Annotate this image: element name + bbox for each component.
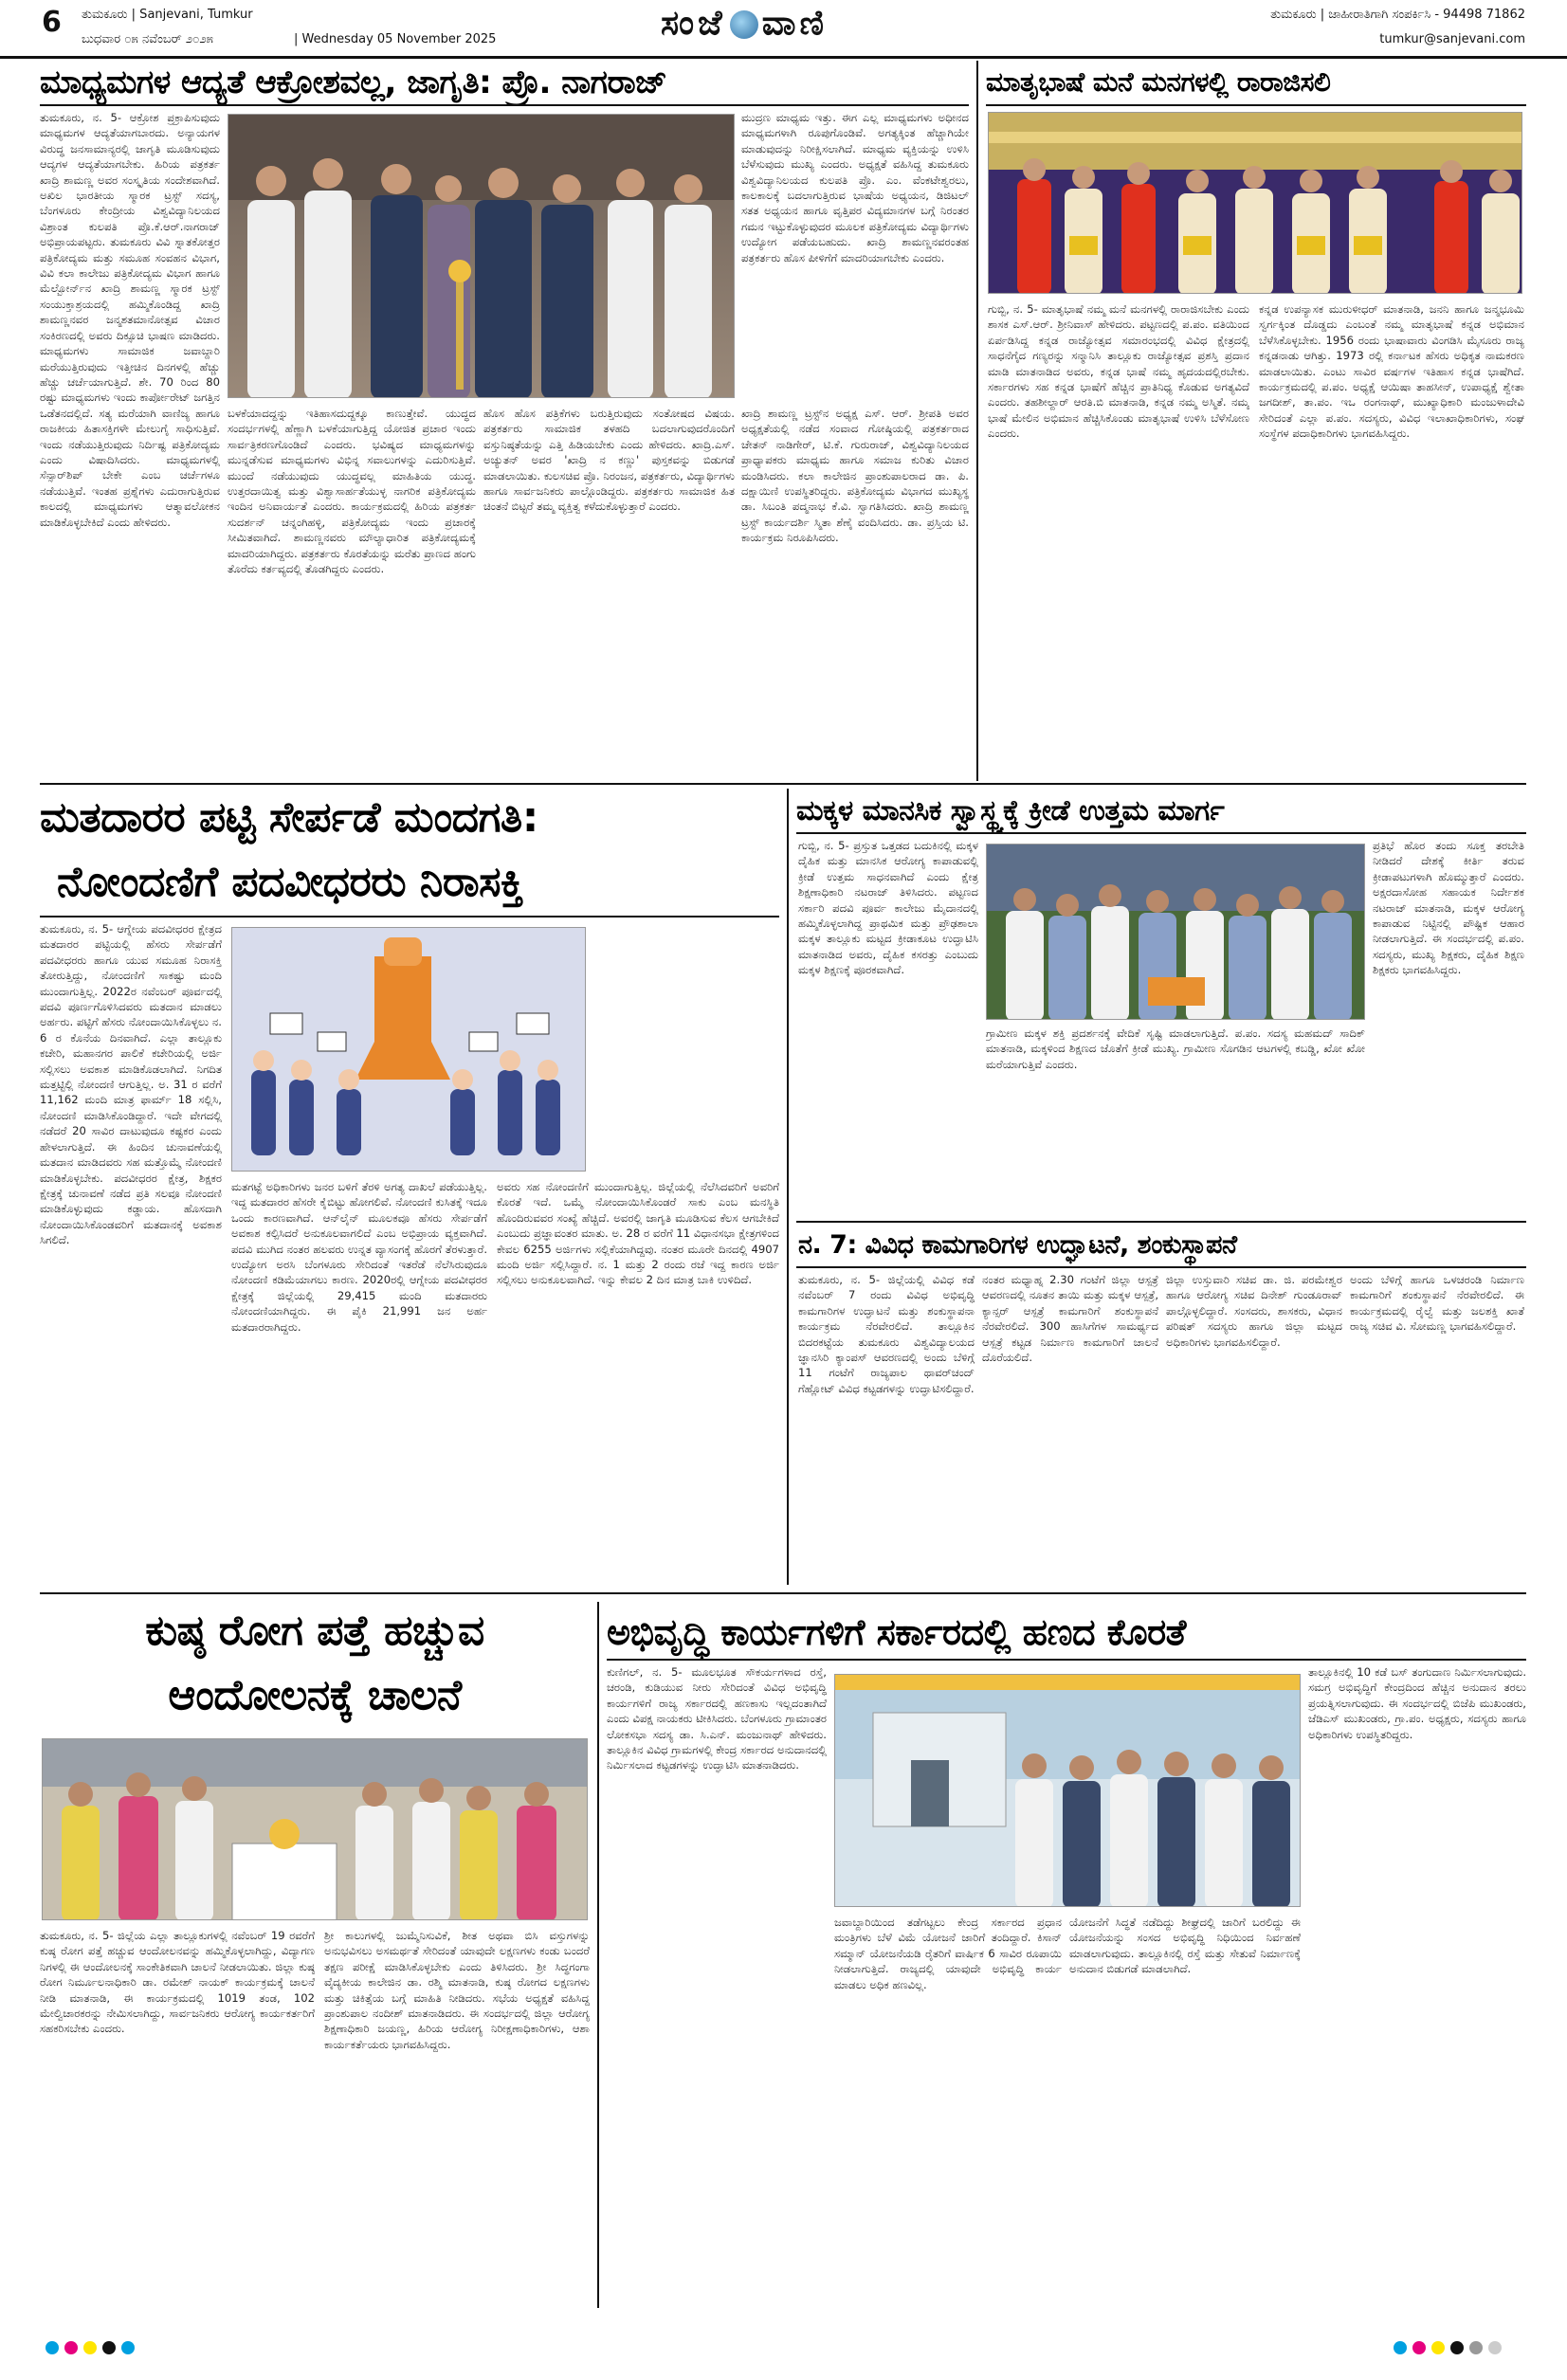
building-inauguration-photo bbox=[835, 1675, 1301, 1907]
article7-headline: ಅಭಿವೃದ್ಧಿ ಕಾರ್ಯಗಳಿಗೆ ಸರ್ಕಾರದಲ್ಲಿ ಹಣದ ಕೊರತೆ bbox=[607, 1611, 1186, 1653]
registration-dot-light-r bbox=[1488, 2341, 1502, 2354]
article5-top-rule bbox=[796, 1221, 1526, 1223]
article5-col3: ಜಿಲ್ಲಾ ಉಸ್ತುವಾರಿ ಸಚಿವ ಡಾ. ಜಿ. ಪರಮೇಶ್ವರ ಹಾಗೂ ಆರೋಗ್ಯ ಸಚಿವ ದಿನೇಶ್ ಗುಂಡೂರಾವ್ ಪಾಲ್ಗೊಳ್ಳಲಿದ್ದಾರೆ. ಸಂಸದರು, ಶಾಸಕರು, ವಿಧಾನ ಪರಿಷತ್ ಸದಸ್ಯರು ಹಾಗೂ ಜಿಲ್ಲಾ ಮಟ್ಟದ ಅಧಿಕಾರಿಗಳು ಭಾಗವಹಿಸಲಿದ್ದಾರೆ. bbox=[1166, 1273, 1342, 1349]
article4-photo bbox=[986, 844, 1365, 1020]
lamp-lighting-photo bbox=[228, 115, 735, 398]
article4-col2: ಗ್ರಾಮೀಣ ಮಕ್ಕಳ ಶಕ್ತಿ ಪ್ರದರ್ಶನಕ್ಕೆ ವೇದಿಕೆ ಸೃಷ್ಟಿ ಮಾಡಲಾಗುತ್ತಿದೆ. ಪ.ಪಂ. ಸದಸ್ಯ ಮಹಮದ್ ಸಾದಿಕ್ ಮಾತನಾಡಿ, ಮಕ್ಕಳಿಂದ ಶಿಕ್ಷಣದ ಜೊತೆಗೆ ಕ್ರೀಡೆ ಮುಖ್ಯ. ಗ್ರಾಮೀಣ ಸೊಗಡಿನ ಆಟಗಳಲ್ಲಿ ಕಬಡ್ಡಿ, ಖೋ ಖೋ ಮರೆಯಾಗುತ್ತಿವೆ ಎಂದರು. bbox=[986, 1026, 1365, 1071]
email-link[interactable]: tumkur@sanjevani.com bbox=[1379, 32, 1525, 46]
article2-col1: ಗುಬ್ಬಿ, ನ. 5- ಮಾತೃಭಾಷೆ ನಮ್ಮ ಮನೆ ಮನಗಳಲ್ಲಿ ರಾರಾಜಿಸಬೇಕು ಎಂದು ಶಾಸಕ ಎಸ್.ಆರ್. ಶ್ರೀನಿವಾಸ್ ಹೇಳಿದರು. ಪಟ್ಟಣದಲ್ಲಿ ಪ.ಪಂ. ವತಿಯಿಂದ ಏರ್ಪಡಿಸಿದ್ದ ಕನ್ನಡ ರಾಜ್ಯೋತ್ಸವ ಸಮಾರಂಭದಲ್ಲಿ ವಿವಿಧ ಕ್ಷೇತ್ರದಲ್ಲಿ ಸಾಧನೆಗೈದ ಗಣ್ಯರನ್ನು ಸನ್ಮಾನಿಸಿ ತಾಲ್ಲೂಕು ರಾಜ್ಯೋತ್ಸವ ಪ್ರಶಸ್ತಿ ಪ್ರದಾನ ಮಾಡಿ ಮಾತನಾಡಿದ ಅವರು, ಕನ್ನಡ ಭಾಷೆ ನಮ್ಮ ಹೃದಯದಲ್ಲಿರಬೇಕು. ಸರ್ಕಾರಗಳು ಸಹ ಕನ್ನಡ ಭಾಷೆಗೆ ಹೆಚ್ಚಿನ ಪ್ರಾತಿನಿಧ್ಯ ಕೊಡುವ ಅಗತ್ಯವಿದೆ ಎಂದರು. ತಹಶೀಲ್ದಾರ್ ಆರತಿ.ಬಿ ಮಾತನಾಡಿ, ಕನ್ನಡ ನಮ್ಮ ಅಸ್ಮಿತೆ. ನಮ್ಮ ಭಾಷೆ ಮೇಲಿನ ಅಭಿಮಾನ ಹೆಚ್ಚಿಸಿಕೊಂಡು ಮಾತೃಭಾಷೆ ಉಳಿಸಿ ಬೆಳೆಸೋಣ ಎಂದರು. bbox=[988, 302, 1249, 441]
article6-photo bbox=[42, 1738, 588, 1920]
registration-dot-cyan bbox=[46, 2341, 59, 2354]
registration-dot-black-r bbox=[1450, 2341, 1464, 2354]
page-header bbox=[0, 0, 1567, 59]
masthead-logo: ಸಂಜೆ ವಾಣಿ bbox=[660, 4, 828, 43]
article1-col4: ಹೊಸ ಹೊಸ ಪತ್ರಿಕೆಗಳು ಬರುತ್ತಿರುವುದು ಸಂತೋಷದ ವಿಷಯ. ಪತ್ರಕರ್ತರು ಸಾಮಾಜಿಕ ತಳಹದಿ ಬದಲಾಗುವುದರೊಂದಿಗೆ ವಸ್ತುನಿಷ್ಠತೆಯನ್ನು ಎತ್ತಿ ಹಿಡಿಯಬೇಕು ಎಂದು ಹೇಳಿದರು. ಖಾದ್ರಿ.ಎಸ್. ಅಚ್ಯುತನ್ ಅವರ 'ಖಾದ್ರಿ ನ ಕಣ್ಣು' ಪುಸ್ತಕವನ್ನು ಬಿಡುಗಡೆ ಮಾಡಲಾಯಿತು. ಕುಲಸಚಿವ ಪ್ರೊ. ನಿರಂಜನ, ಪತ್ರಕರ್ತರು, ವಿದ್ಯಾರ್ಥಿಗಳು ಹಾಗೂ ಸಾರ್ವಜನಿಕರು ಪಾಲ್ಗೊಂಡಿದ್ದರು. ಪತ್ರಕರ್ತರು ಸಾಮಾಜಿಕ ಹಿತ ಚಿಂತನೆ ಬಿಟ್ಟರೆ ತಮ್ಮ ವ್ಯಕ್ತಿತ್ವ ಕಳೆದುಕೊಳ್ಳುತ್ತಾರೆ ಎಂದರು. bbox=[483, 407, 735, 514]
article2-headline: ಮಾತೃಭಾಷೆ ಮನೆ ಮನಗಳಲ್ಲಿ ರಾರಾಜಿಸಲಿ bbox=[986, 66, 1331, 98]
row2-bottom-rule bbox=[40, 1592, 1526, 1594]
registration-dot-yellow bbox=[83, 2341, 97, 2354]
registration-dot-black bbox=[102, 2341, 116, 2354]
article2-photo bbox=[988, 112, 1522, 294]
registration-dot-cyan-2 bbox=[121, 2341, 135, 2354]
article7-col3: ಯೋಜನೆಗೆ ಸಿದ್ಧತೆ ನಡೆದಿದ್ದು ಶೀಘ್ರದಲ್ಲಿ ಜಾರಿಗೆ ಬರಲಿದ್ದು ಈ ಯೋಜನೆಯನ್ನು ಸಂಸದ ಅಭಿವೃದ್ಧಿ ನಿಧಿಯಿಂದ ನಿರ್ವಹಣೆ ಮಾಡಲಾಗುವುದು. ತಾಲ್ಲೂಕಿನಲ್ಲಿ ರಸ್ತೆ ಮತ್ತು ಸೇತುವೆ ನಿರ್ಮಾಣಕ್ಕೆ ಅನುದಾನ ಬಿಡುಗಡೆ ಮಾಡಲಾಗಿದೆ. bbox=[1069, 1916, 1301, 1976]
article5-rule bbox=[796, 1266, 1526, 1268]
registration-dot-gray-r bbox=[1469, 2341, 1483, 2354]
article5-col1: ತುಮಕೂರು, ನ. 5- ಜಿಲ್ಲೆಯಲ್ಲಿ ವಿವಿಧ ಕಡೆ ನವೆಂಬರ್ 7 ರಂದು ವಿವಿಧ ಅಭಿವೃದ್ಧಿ ಕಾಮಗಾರಿಗಳ ಉದ್ಘಾಟನೆ ಮತ್ತು ಶಂಕುಸ್ಥಾಪನಾ ಕಾರ್ಯಕ್ರಮ ನೆರವೇರಲಿದೆ. ತಾಲ್ಲೂಕಿನ ಬಿದರಕಟ್ಟೆಯ ತುಮಕೂರು ವಿಶ್ವವಿದ್ಯಾಲಯದ ಜ್ಞಾನಸಿರಿ ಕ್ಯಾಂಪಸ್ ಆವರಣದಲ್ಲಿ ಅಂದು ಬೆಳಿಗ್ಗೆ 11 ಗಂಟೆಗೆ ರಾಜ್ಯಪಾಲ ಥಾವರ್‌ಚಂದ್ ಗೆಹ್ಲೋಟ್ ವಿವಿಧ ಕಟ್ಟಡಗಳನ್ನು ಉದ್ಘಾಟಿಸಲಿದ್ದಾರೆ. bbox=[798, 1273, 975, 1395]
article3-headline-line2: ನೋಂದಣಿಗೆ ಪದವೀಧರರು ನಿರಾಸಕ್ತಿ bbox=[57, 858, 523, 906]
awareness-event-photo bbox=[43, 1739, 588, 1920]
page-number: 6 bbox=[42, 6, 62, 39]
ad-contact: ತುಮಕೂರು | ಜಾಹೀರಾತಿಗಾಗಿ ಸಂಪರ್ಕಿಸಿ - 94498 71862 bbox=[1270, 8, 1525, 22]
date-english: | Wednesday 05 November 2025 bbox=[294, 32, 497, 46]
article2-col2: ಕನ್ನಡ ಉಪನ್ಯಾಸಕ ಮುರುಳೀಧರ್ ಮಾತನಾಡಿ, ಜನನಿ ಹಾಗೂ ಜನ್ಮಭೂಮಿ ಸ್ವರ್ಗಕ್ಕಿಂತ ದೊಡ್ಡದು ಎಂಬಂತೆ ನಮ್ಮ ಮಾತೃಭಾಷೆ ಕನ್ನಡ ಅಭಿಮಾನ ಬೆಳೆಸಿಕೊಳ್ಳಬೇಕು. 1956 ರಂದು ಭಾಷಾವಾರು ವಿಂಗಡಿಸಿ ಮೈಸೂರು ರಾಜ್ಯ ಕನ್ನಡನಾಡು ಆಗಿತ್ತು. 1973 ರಲ್ಲಿ ಕರ್ನಾಟಕ ಹೆಸರು ಅಧಿಕೃತ ನಾಮಕರಣ ಮಾಡಲಾಯಿತು. ಎಂಟು ಸಾವಿರ ವರ್ಷಗಳ ಇತಿಹಾಸ ಕನ್ನಡ ಭಾಷೆಗಿದೆ. ಕಾರ್ಯಕ್ರಮದಲ್ಲಿ ಪ.ಪಂ. ಅಧ್ಯಕ್ಷೆ ಆಯಿಷಾ ತಾಹಸೀನ್, ಉಪಾಧ್ಯಕ್ಷೆ ಶ್ವೇತಾ ಜಗದೀಶ್, ತಾ.ಪಂ. ಇಒ ರಂಗನಾಥ್, ಮುಖ್ಯಾಧಿಕಾರಿ ಮಂಜುಳಾದೇವಿ ಸೇರಿದಂತೆ ಎಲ್ಲಾ ಪ.ಪಂ. ಸದಸ್ಯರು, ವಿವಿಧ ಇಲಾಖಾಧಿಕಾರಿಗಳು, ಸಂಘ ಸಂಸ್ಥೆಗಳ ಪದಾಧಿಕಾರಿಗಳು ಭಾಗವಹಿಸಿದ್ದರು. bbox=[1259, 302, 1524, 441]
article4-rule bbox=[796, 832, 1526, 834]
article5-col4: ಅಂದು ಬೆಳಿಗ್ಗೆ ಹಾಗೂ ಒಳಚರಂಡಿ ನಿರ್ಮಾಣ ಕಾಮಗಾರಿಗೆ ಶಂಕುಸ್ಥಾಪನೆ ನೆರವೇರಲಿದೆ. ಈ ಕಾರ್ಯಕ್ರಮದಲ್ಲಿ ರೈಲ್ವೆ ಮತ್ತು ಜಲಶಕ್ತಿ ಖಾತೆ ರಾಜ್ಯ ಸಚಿವ ವಿ. ಸೋಮಣ್ಣ ಭಾಗವಹಿಸಲಿದ್ದಾರೆ. bbox=[1350, 1273, 1524, 1334]
divider-a6-a7 bbox=[597, 1602, 599, 2308]
article7-col1: ಕುಣಿಗಲ್, ನ. 5- ಮೂಲಭೂತ ಸೌಕರ್ಯಗಳಾದ ರಸ್ತೆ, ಚರಂಡಿ, ಕುಡಿಯುವ ನೀರು ಸೇರಿದಂತೆ ವಿವಿಧ ಅಭಿವೃದ್ಧಿ ಕಾರ್ಯಗಳಿಗೆ ರಾಜ್ಯ ಸರ್ಕಾರದಲ್ಲಿ ಹಣಕಾಸು ಇಲ್ಲದಂತಾಗಿದೆ ಎಂದು ವಿಪಕ್ಷ ನಾಯಕರು ಟೀಕಿಸಿದರು. ಬೆಂಗಳೂರು ಗ್ರಾಮಾಂತರ ಲೋಕಸಭಾ ಸದಸ್ಯ ಡಾ. ಸಿ.ಎನ್. ಮಂಜುನಾಥ್ ಹೇಳಿದರು. ತಾಲ್ಲೂಕಿನ ವಿವಿಧ ಗ್ರಾಮಗಳಲ್ಲಿ ಕೇಂದ್ರ ಸರ್ಕಾರದ ಅನುದಾನದಲ್ಲಿ ನಿರ್ಮಿಸಲಾದ ಕಟ್ಟಡಗಳನ್ನು ಉದ್ಘಾಟಿಸಿ ಮಾತನಾಡಿದರು. bbox=[607, 1665, 827, 1772]
article7-photo bbox=[834, 1674, 1301, 1907]
article3-col3: ಅವರು ಸಹ ನೋಂದಣಿಗೆ ಮುಂದಾಗುತ್ತಿಲ್ಲ. ಜಿಲ್ಲೆಯಲ್ಲಿ ನೆಲೆಸಿದವರಿಗೆ ಅವರಿಗೆ ಕೊರತೆ ಇದೆ. ಒಮ್ಮೆ ನೋಂದಾಯಿಸಿಕೊಂಡರೆ ಸಾಕು ಎಂಬ ಮನಸ್ಥಿತಿ ಹೊಂದಿರುವವರ ಸಂಖ್ಯೆ ಹೆಚ್ಚಿದೆ. ಅವರಲ್ಲಿ ಜಾಗೃತಿ ಮೂಡಿಸುವ ಕೆಲಸ ಆಗಬೇಕಿದೆ ಎಂಬುದು ಪ್ರಜ್ಞಾವಂತರ ಮಾತು. ಅ. 28 ರ ವರೆಗೆ 11 ವಿಧಾನಸಭಾ ಕ್ಷೇತ್ರಗಳಿಂದ ಕೇವಲ 6255 ಅರ್ಜಿಗಳು ಸಲ್ಲಿಕೆಯಾಗಿದ್ದವು. ನಂತರ ಮೂರೇ ದಿನದಲ್ಲಿ 4907 ಮಂದಿ ಅರ್ಜಿ ಸಲ್ಲಿಸಿದ್ದಾರೆ. ನ. 1 ಮತ್ತು 2 ರಂದು ರಜೆ ಇದ್ದ ಕಾರಣ ಅರ್ಜಿ ಸಲ್ಲಿಸಲು ಅನುಕೂಲವಾಗಿದೆ. ಇನ್ನು ಕೇವಲ 2 ದಿನ ಮಾತ್ರ ಬಾಕಿ ಉಳಿದಿದೆ. bbox=[497, 1180, 779, 1287]
registration-dot-cyan-r bbox=[1394, 2341, 1407, 2354]
article7-col2: ಜವಾಬ್ದಾರಿಯಿಂದ ತಡೆಗಟ್ಟಲು ಕೇಂದ್ರ ಸರ್ಕಾರದ ಪ್ರಧಾನ ಮಂತ್ರಿಗಳು ಬೆಳೆ ವಿಮೆ ಯೋಜನೆ ಜಾರಿಗೆ ತಂದಿದ್ದಾರೆ. ಕಿಸಾನ್ ಸಮ್ಮಾನ್ ಯೋಜನೆಯಡಿ ರೈತರಿಗೆ ವಾರ್ಷಿಕ 6 ಸಾವಿರ ರೂಪಾಯಿ ನೀಡಲಾಗುತ್ತಿದೆ. ರಾಜ್ಯದಲ್ಲಿ ಯಾವುದೇ ಅಭಿವೃದ್ಧಿ ಕಾರ್ಯ ಮಾಡಲು ಅಧಿಕ ಹಣವಿಲ್ಲ. bbox=[834, 1916, 1062, 1991]
date-kannada: ಬುಧವಾರ ೦೫ ನವೆಂಬರ್ ೨೦೨೫ bbox=[82, 32, 213, 46]
row1-bottom-rule bbox=[40, 783, 1526, 785]
article1-photo bbox=[228, 114, 735, 398]
article2-rule bbox=[986, 104, 1526, 106]
article6-headline-line2: ಆಂದೋಲನಕ್ಕೆ ಚಾಲನೆ bbox=[168, 1671, 462, 1719]
article5-col2: ನಂತರ ಮಧ್ಯಾಹ್ನ 2.30 ಗಂಟೆಗೆ ಜಿಲ್ಲಾ ಆಸ್ಪತ್ರೆ ಆವರಣದಲ್ಲಿ ನೂತನ ತಾಯಿ ಮತ್ತು ಮಕ್ಕಳ ಆಸ್ಪತ್ರೆ, ಕ್ಯಾನ್ಸರ್ ಆಸ್ಪತ್ರೆ ಕಾಮಗಾರಿಗೆ ಶಂಕುಸ್ಥಾಪನೆ ನೆರವೇರಲಿದೆ. 300 ಹಾಸಿಗೆಗಳ ಸಾಮರ್ಥ್ಯದ ಆಸ್ಪತ್ರೆ ಕಟ್ಟಡ ನಿರ್ಮಾಣ ಕಾಮಗಾರಿಗೆ ಚಾಲನೆ ದೊರೆಯಲಿದೆ. bbox=[982, 1273, 1158, 1365]
article4-col3: ಪ್ರತಿಭೆ ಹೊರ ತಂದು ಸೂಕ್ತ ತರಬೇತಿ ನೀಡಿದರೆ ದೇಶಕ್ಕೆ ಕೀರ್ತಿ ತರುವ ಕ್ರೀಡಾಪಟುಗಳಾಗಿ ಹೊಮ್ಮುತ್ತಾರೆ ಎಂದರು. ಅಕ್ಷರದಾಸೋಹ ಸಹಾಯಕ ನಿರ್ದೇಶಕ ನಟರಾಜ್ ಮಾತನಾಡಿ, ಮಕ್ಕಳ ಆರೋಗ್ಯ ಕಾಪಾಡುವ ನಿಟ್ಟಿನಲ್ಲಿ ಪೌಷ್ಟಿಕ ಆಹಾರ ನೀಡಲಾಗುತ್ತಿದೆ. ಈ ಸಂದರ್ಭದಲ್ಲಿ ಪ.ಪಂ. ಸದಸ್ಯರು, ಮುಖ್ಯ ಶಿಕ್ಷಕರು, ದೈಹಿಕ ಶಿಕ್ಷಣ ಶಿಕ್ಷಕರು ಭಾಗವಹಿಸಿದ್ದರು. bbox=[1373, 839, 1524, 977]
registration-dot-yellow-r bbox=[1431, 2341, 1445, 2354]
registration-dot-magenta-r bbox=[1412, 2341, 1426, 2354]
article7-col4: ತಾಲ್ಲೂಕಿನಲ್ಲಿ 10 ಕಡೆ ಬಸ್ ತಂಗುದಾಣ ನಿರ್ಮಿಸಲಾಗುವುದು. ಸಮಗ್ರ ಅಭಿವೃದ್ಧಿಗೆ ಕೇಂದ್ರದಿಂದ ಹೆಚ್ಚಿನ ಅನುದಾನ ತರಲು ಪ್ರಯತ್ನಿಸಲಾಗುವುದು. ಈ ಸಂದರ್ಭದಲ್ಲಿ ಬಿಜೆಪಿ ಮುಖಂಡರು, ಜೆಡಿಎಸ್ ಮುಖಂಡರು, ಗ್ರಾ.ಪಂ. ಅಧ್ಯಕ್ಷರು, ಸದಸ್ಯರು ಹಾಗೂ ಅಧಿಕಾರಿಗಳು ಉಪಸ್ಥಿತರಿದ್ದರು. bbox=[1308, 1665, 1526, 1741]
article6-col2: ಶ್ರೀ ಕಾಲುಗಳಲ್ಲಿ ಜುಮ್ಮೆನಿಸುವಿಕೆ, ಶೀತ ಅಥವಾ ಬಿಸಿ ವಸ್ತುಗಳನ್ನು ಅನುಭವಿಸಲು ಅಸಮರ್ಥತೆ ಸೇರಿದಂತೆ ಯಾವುದೇ ಲಕ್ಷಣಗಳು ಕಂಡು ಬಂದರೆ ತಕ್ಷಣ ಪರೀಕ್ಷೆ ಮಾಡಿಸಿಕೊಳ್ಳಬೇಕು ಎಂದು ತಿಳಿಸಿದರು. ಶ್ರೀ ಸಿದ್ಧಗಂಗಾ ವೈದ್ಯಕೀಯ ಕಾಲೇಜಿನ ಡಾ. ರಶ್ಮಿ ಮಾತನಾಡಿ, ಕುಷ್ಠ ರೋಗದ ಲಕ್ಷಣಗಳು ಮತ್ತು ಚಿಕಿತ್ಸೆಯ ಬಗ್ಗೆ ಮಾಹಿತಿ ನೀಡಿದರು. ಸಭೆಯ ಅಧ್ಯಕ್ಷತೆ ವಹಿಸಿದ್ದ ಪ್ರಾಂಶುಪಾಲ ನಂದೀಶ್ ಮಾತನಾಡಿದರು. ಈ ಸಂದರ್ಭದಲ್ಲಿ ಜಿಲ್ಲಾ ಆರೋಗ್ಯ ಶಿಕ್ಷಣಾಧಿಕಾರಿ ಜಯಣ್ಣ, ಹಿರಿಯ ಆರೋಗ್ಯ ನಿರೀಕ್ಷಣಾಧಿಕಾರಿಗಳು, ಆಶಾ ಕಾರ್ಯಕರ್ತೆಯರು ಭಾಗವಹಿಸಿದ್ದರು. bbox=[324, 1929, 590, 2051]
registration-dot-magenta bbox=[64, 2341, 78, 2354]
article3-illustration bbox=[231, 927, 586, 1172]
article6-col1: ತುಮಕೂರು, ನ. 5- ಜಿಲ್ಲೆಯ ಎಲ್ಲಾ ತಾಲ್ಲೂಕುಗಳಲ್ಲಿ ನವೆಂಬರ್ 19 ರವರೆಗೆ ಕುಷ್ಠ ರೋಗ ಪತ್ತೆ ಹಚ್ಚುವ ಆಂದೋಲನವನ್ನು ಹಮ್ಮಿಕೊಳ್ಳಲಾಗಿದ್ದು, ವಿದ್ಯಾಗಣ ನಿಗಳಲ್ಲಿ ಈ ಆಂದೋಲನಕ್ಕೆ ಸಾಂಕೇತಿಕವಾಗಿ ಚಾಲನೆ ನೀಡಲಾಯಿತು. ಜಿಲ್ಲಾ ಕುಷ್ಠ ರೋಗ ನಿರ್ಮೂಲನಾಧಿಕಾರಿ ಡಾ. ರಮೇಶ್ ನಾಯಕ್ ಕಾರ್ಯಕ್ರಮಕ್ಕೆ ಚಾಲನೆ ನೀಡಿ ಮಾತನಾಡಿ, ಈ ಕಾರ್ಯಕ್ರಮದಲ್ಲಿ 1019 ತಂಡ, 102 ಮೇಲ್ವಿಚಾರಕರನ್ನು ನೇಮಿಸಲಾಗಿದ್ದು, ಸಾರ್ವಜನಿಕರು ಆರೋಗ್ಯ ಕಾರ್ಯಕರ್ತರಿಗೆ ಸಹಕರಿಸಬೇಕು ಎಂದರು. bbox=[40, 1929, 315, 2036]
article1-col2: ಮುದ್ರಣ ಮಾಧ್ಯಮ ಇತ್ತು. ಈಗ ಎಲ್ಲ ಮಾಧ್ಯಮಗಳು ಅಧೀನದ ಮಾಧ್ಯಮಗಳಾಗಿ ರೂಪುಗೊಂಡಿವೆ. ಅಗತ್ಯಕ್ಕಿಂತ ಹೆಚ್ಚಾಗಿಯೇ ಮಾಡುವುದನ್ನು ನಿರೀಕ್ಷಿಸಲಾಗಿದೆ. ಮಾಧ್ಯಮ ವ್ಯಕ್ತಿಯನ್ನು ಉಳಿಸಿ ಬೆಳೆಸುವುದು ಮುಖ್ಯ ಎಂದರು. ಅಧ್ಯಕ್ಷತೆ ವಹಿಸಿದ್ದ ತುಮಕೂರು ವಿಶ್ವವಿದ್ಯಾನಿಲಯದ ಕುಲಪತಿ ಪ್ರೊ. ಎಂ. ವೆಂಕಟೇಶ್ವರಲು, ಕಾಲಕಾಲಕ್ಕೆ ಬದಲಾಗುತ್ತಿರುವ ಭಾಷೆಯ ಅಧ್ಯಯನ, ಡಿಜಿಟಲ್ ಸತತ ಅಧ್ಯಯನ ಹಾಗೂ ವೃತ್ತಿಪರ ವಿದ್ಯಮಾನಗಳ ಬಗ್ಗೆ ನಿರಂತರ ಗಮನ ಇಟ್ಟುಕೊಳ್ಳುವುದರ ಮೂಲಕ ಪತ್ರಿಕೋದ್ಯಮ ವಿದ್ಯಾರ್ಥಿಗಳು ಉದ್ಯೋಗ ಪಡೆಯಬಹುದು. ಖಾದ್ರಿ ಶಾಮಣ್ಣನವರಂತಹ ಪತ್ರಕರ್ತರು ಹೊಸ ಪೀಳಿಗೆಗೆ ಮಾದರಿಯಾಗಬೇಕು ಎಂದರು. bbox=[741, 111, 969, 264]
article3-col2: ಮತಗಟ್ಟೆ ಅಧಿಕಾರಿಗಳು ಜನರ ಬಳಿಗೆ ತೆರಳಿ ಅಗತ್ಯ ದಾಖಲೆ ಪಡೆಯುತ್ತಿಲ್ಲ. ಇದ್ದ ಮತದಾರರ ಹೆಸರೇ ಕೈಬಿಟ್ಟು ಹೋಗಲಿವೆ. ನೋಂದಣಿ ಕುಸಿತಕ್ಕೆ ಇದೂ ಒಂದು ಕಾರಣವಾಗಿದೆ. ಆನ್‌ಲೈನ್ ಮೂಲಕವೂ ಹೆಸರು ಸೇರ್ಪಡೆಗೆ ಅವಕಾಶ ಕಲ್ಪಿಸಿದರೆ ಅನುಕೂಲವಾಗಲಿದೆ ಎಂಬ ಅಭಿಪ್ರಾಯ ವ್ಯಕ್ತವಾಗಿದೆ. ಪದವಿ ಮುಗಿದ ನಂತರ ಹಲವರು ಉನ್ನತ ವ್ಯಾಸಂಗಕ್ಕೆ ಹೊರಗೆ ತೆರಳುತ್ತಾರೆ. ಉದ್ಯೋಗ ಅರಸಿ ಬೆಂಗಳೂರು ಸೇರಿದಂತೆ ಇತರೆಡೆ ನೆಲೆಸಿರುವುದೂ ನೋಂದಣಿ ಕಡಿಮೆಯಾಗಲು ಕಾರಣ. 2020ರಲ್ಲಿ ಆಗ್ನೇಯ ಪದವೀಧರರ ಕ್ಷೇತ್ರಕ್ಕೆ ಜಿಲ್ಲೆಯಲ್ಲಿ 29,415 ಮಂದಿ ಮತದಾರರು ನೋಂದಣಿಯಾಗಿದ್ದರು. ಈ ಪೈಕಿ 21,991 ಜನ ಅರ್ಹ ಮತದಾರರಾಗಿದ್ದರು. bbox=[231, 1180, 487, 1334]
divider-a3-a4 bbox=[787, 789, 789, 1585]
article7-rule bbox=[607, 1659, 1526, 1661]
article1-headline: ಮಾಧ್ಯಮಗಳ ಆದ್ಯತೆ ಆಕ್ರೋಶವಲ್ಲ, ಜಾಗೃತಿ: ಪ್ರೊ. ನಾಗರಾಜ್ bbox=[40, 64, 667, 101]
article4-col1: ಗುಬ್ಬಿ, ನ. 5- ಪ್ರಸ್ತುತ ಒತ್ತಡದ ಬದುಕಿನಲ್ಲಿ ಮಕ್ಕಳ ದೈಹಿಕ ಮತ್ತು ಮಾನಸಿಕ ಆರೋಗ್ಯ ಕಾಪಾಡುವಲ್ಲಿ ಕ್ರೀಡೆ ಉತ್ತಮ ಸಾಧನವಾಗಿದೆ ಎಂದು ಕ್ಷೇತ್ರ ಶಿಕ್ಷಣಾಧಿಕಾರಿ ನಟರಾಜ್ ತಿಳಿಸಿದರು. ಪಟ್ಟಣದ ಸರ್ಕಾರಿ ಪದವಿ ಪೂರ್ವ ಕಾಲೇಜು ಮೈದಾನದಲ್ಲಿ ಹಮ್ಮಿಕೊಳ್ಳಲಾಗಿದ್ದ ಪ್ರಾಥಮಿಕ ಮತ್ತು ಪ್ರೌಢಶಾಲಾ ಮಕ್ಕಳ ತಾಲ್ಲೂಕು ಮಟ್ಟದ ಕ್ರೀಡಾಕೂಟ ಉದ್ಘಾಟಿಸಿ ಮಾತನಾಡಿದ ಅವರು, ದೈಹಿಕ ಕಸರತ್ತು ಎಂಬುದು ಮಕ್ಕಳ ಶಿಕ್ಷಣಕ್ಕೆ ಪೂರಕವಾಗಿದೆ. bbox=[798, 839, 978, 977]
divider-a1-a2 bbox=[976, 61, 978, 781]
globe-icon bbox=[730, 10, 758, 39]
voting-illustration bbox=[232, 928, 586, 1172]
article1-col5: ಖಾದ್ರಿ ಶಾಮಣ್ಣ ಟ್ರಸ್ಟ್‌ನ ಅಧ್ಯಕ್ಷ ಎಸ್. ಆರ್. ಶ್ರೀಪತಿ ಅವರ ಅಧ್ಯಕ್ಷತೆಯಲ್ಲಿ ನಡೆದ ಸಂವಾದ ಗೋಷ್ಠಿಯಲ್ಲಿ ಪತ್ರಕರ್ತರಾದ ಚೇತನ್ ನಾಡಿಗೇರ್, ಟಿ.ಕೆ. ಗುರುರಾಜ್, ವಿಶ್ವವಿದ್ಯಾನಿಲಯದ ಪ್ರಾಧ್ಯಾಪಕರು ಮಾಧ್ಯಮ ಹಾಗೂ ಸಮಾಜ ಕುರಿತು ವಿಚಾರ ಮಂಡಿಸಿದರು. ಕಲಾ ಕಾಲೇಜಿನ ಪ್ರಾಂಶುಪಾಲರಾದ ಡಾ. ಪಿ. ದಕ್ಷಾಯಿಣಿ ಉಪಸ್ಥಿತರಿದ್ದರು. ಪತ್ರಿಕೋದ್ಯಮ ವಿಭಾಗದ ಮುಖ್ಯಸ್ಥ ಡಾ. ಸಿಬಂತಿ ಪದ್ಮನಾಭ ಕೆ.ವಿ. ಸ್ವಾಗತಿಸಿದರು. ಖಾದ್ರಿ ಶಾಮಣ್ಣ ಟ್ರಸ್ಟ್ ಕಾರ್ಯದರ್ಶಿ ಸ್ಮಿತಾ ಶೆಣೈ ವಂದಿಸಿದರು. ಡಾ. ಪ್ರಸ್ತಿಯ ಟಿ. ಕಾರ್ಯಕ್ರಮ ನಿರೂಪಿಸಿದರು. bbox=[741, 407, 969, 545]
article1-col1: ತುಮಕೂರು, ನ. 5- ಆಕ್ರೋಶ ಪ್ರಕ್ರಾಪಿಸುವುದು ಮಾಧ್ಯಮಗಳ ಆದ್ಯತೆಯಾಗಬಾರದು. ಅನ್ಯಾಯಗಳ ವಿರುದ್ಧ ಜನಸಾಮಾನ್ಯರಲ್ಲಿ ಜಾಗೃತಿ ಮೂಡಿಸುವುದು ಆದ್ಯಗಳ ಆದ್ಯತೆಯಾಗಬೇಕು. ಹಿರಿಯ ಪತ್ರಕರ್ತ ಖಾದ್ರಿ ಶಾಮಣ್ಣ ಅವರ ಸಂಸ್ಕೃತಿಯ ಸಂದೇಶವಾಗಿದೆ. ಅಖಿಲ ಭಾರತೀಯ ಸ್ಮಾರಕ ಟ್ರಸ್ಟ್ ಸದಸ್ಯ, ಬೆಂಗಳೂರು ಕೇಂದ್ರೀಯ ವಿಶ್ವವಿದ್ಯಾನಿಲಯದ ವಿಶ್ರಾಂತ ಕುಲಪತಿ ಪ್ರೊ.ಕೆ.ಆರ್.ನಾಗರಾಜ್ ಅಭಿಪ್ರಾಯಪಟ್ಟರು. ತುಮಕೂರು ವಿವಿ ಸ್ನಾತಕೋತ್ತರ ಪತ್ರಿಕೋದ್ಯಮ ಮತ್ತು ಸಮೂಹ ಸಂವಹನ ವಿಭಾಗ, ವಿವಿ ಕಲಾ ಕಾಲೇಜು ಪತ್ರಿಕೋದ್ಯಮ ವಿಭಾಗ ಹಾಗೂ ಮೆಲ್ಬೋರ್ನ್‌ನ ಖಾದ್ರಿ ಶಾಮಣ್ಣ ಸ್ಮಾರಕ ಟ್ರಸ್ಟ್ ಸಂಯುಕ್ತಾಶ್ರಯದಲ್ಲಿ ಹಮ್ಮಿಕೊಂಡಿದ್ದ ಖಾದ್ರಿ ಶಾಮಣ್ಣನವರ ಜನ್ಮಶತಮಾನೋತ್ಸವ ವಿಚಾರ ಸಂಕಿರಣದಲ್ಲಿ ಅವರು ದಿಕ್ಸೂಚಿ ಭಾಷಣ ಮಾಡಿದರು. ಮಾಧ್ಯಮಗಳು ಸಾಮಾಜಿಕ ಜವಾಬ್ದಾರಿ ಮರೆಯುತ್ತಿರುವುದು ಇತ್ತೀಚಿನ ದಿನಗಳಲ್ಲಿ ಹೆಚ್ಚು ಹೆಚ್ಚು ಚರ್ಚೆಯಾಗುತ್ತಿದೆ. ಶೇ. 70 ರಿಂದ 80 ರಷ್ಟು ಮಾಧ್ಯಮಗಳು ಇಂದು ಕಾರ್ಪೋರೇಟ್ ಜಗತ್ತಿನ ಒಡೆತನದಲ್ಲಿದೆ. ಸತ್ಯ ಮರೆಯಾಗಿ ವಾಣಿಜ್ಯ ಹಾಗೂ ರಾಜಕೀಯ ಹಿತಾಸಕ್ತಿಗಳೇ ಮೇಲುಗೈ ಸಾಧಿಸುತ್ತಿವೆ. ಇಂದು ನಡೆಯುತ್ತಿರುವುದು ನಿರ್ದಿಷ್ಟ ಪತ್ರಿಕೋದ್ಯಮ ಎಂದು ವಿಷಾದಿಸಿದರು. ಮಾಧ್ಯಮಗಳಲ್ಲಿ ಸೆನ್ಸಾರ್‌ಶಿಪ್ ಬೇಕೇ ಎಂಬ ಚರ್ಚೆಗಳೂ ನಡೆಯುತ್ತಿವೆ. ಇಂತಹ ಪ್ರಶ್ನೆಗಳು ಎದುರಾಗುತ್ತಿರುವ ಕಾಲದಲ್ಲಿ ಮಾಧ್ಯಮಗಳು ಆತ್ಮಾವಲೋಕನ ಮಾಡಿಕೊಳ್ಳಬೇಕಿದೆ ಎಂದು ಹೇಳಿದರು. bbox=[40, 111, 220, 529]
article3-rule bbox=[40, 916, 779, 917]
article3-headline-line1: ಮತದಾರರ ಪಟ್ಟಿ ಸೇರ್ಪಡೆ ಮಂದಗತಿ: bbox=[40, 793, 538, 842]
sports-inauguration-photo bbox=[987, 845, 1365, 1020]
article5-headline: ನ. 7: ವಿವಿಧ ಕಾಮಗಾರಿಗಳ ಉದ್ಘಾಟನೆ, ಶಂಕುಸ್ಥಾಪನೆ bbox=[798, 1230, 1237, 1260]
article4-headline: ಮಕ್ಕಳ ಮಾನಸಿಕ ಸ್ವಾಸ್ಥ್ಯಕ್ಕೆ ಕ್ರೀಡೆ ಉತ್ತಮ ಮಾರ್ಗ bbox=[796, 794, 1225, 827]
article1-rule bbox=[40, 104, 969, 106]
article3-col1: ತುಮಕೂರು, ನ. 5- ಆಗ್ನೇಯ ಪದವೀಧರರ ಕ್ಷೇತ್ರದ ಮತದಾರರ ಪಟ್ಟಿಯಲ್ಲಿ ಹೆಸರು ಸೇರ್ಪಡೆಗೆ ಪದವೀಧರರು ಹಾಗೂ ಯುವ ಸಮೂಹ ನಿರಾಸಕ್ತಿ ತೋರುತ್ತಿದ್ದು, ನೋಂದಣಿಗೆ ಸಾಕಷ್ಟು ಮಂದಿ ಮುಂದಾಗುತ್ತಿಲ್ಲ. 2022ರ ನವೆಂಬರ್ ಪೂರ್ವದಲ್ಲಿ ಪದವಿ ಪೂರ್ಣಗೊಳಿಸಿದವರು ಮತದಾನ ಮಾಡಲು ಅರ್ಹರು. ಪಟ್ಟಿಗೆ ಹೆಸರು ನೋಂದಾಯಿಸಿಕೊಳ್ಳಲು ನ. 6 ರ ಕೊನೆಯ ದಿನವಾಗಿದೆ. ಎಲ್ಲಾ ತಾಲ್ಲೂಕು ಕಚೇರಿ, ಮಹಾನಗರ ಪಾಲಿಕೆ ಕಚೇರಿಯಲ್ಲಿ ಅರ್ಜಿ ಸಲ್ಲಿಸಲು ಅವಕಾಶ ಮಾಡಿಕೊಡಲಾಗಿದೆ. ನಿಗದಿತ ಮತ್ತಟ್ಟಿಲ್ಲಿ ನೋಂದಣಿ ಆಗುತ್ತಿಲ್ಲ. ಅ. 31 ರ ವರೆಗೆ 11,162 ಮಂದಿ ಮಾತ್ರ ಫಾರ್ಮ್ 18 ಸಲ್ಲಿಸಿ, ನೋಂದಣಿ ಮಾಡಿಸಿಕೊಂಡಿದ್ದಾರೆ. ಇದೇ ವೇಗದಲ್ಲಿ ನಡೆದರೆ 20 ಸಾವಿರ ದಾಟುವುದೂ ಕಷ್ಟಕರ ಎಂದು ಹೇಳಲಾಗುತ್ತಿದೆ. ಈ ಹಿಂದಿನ ಚುನಾವಣೆಯಲ್ಲಿ ಮತದಾನ ಮಾಡಿದವರು ಸಹ ಮತ್ತೊಮ್ಮೆ ನೋಂದಣಿ ಮಾಡಿಕೊಳ್ಳಬೇಕು. ಪದವೀಧರರ ಕ್ಷೇತ್ರ, ಶಿಕ್ಷಕರ ಕ್ಷೇತ್ರಕ್ಕೆ ಚುನಾವಣೆ ನಡೆದ ಪ್ರತಿ ಸಲವೂ ನೋಂದಣಿ ಮಾಡಿಕೊಳ್ಳುವುದು ಕಡ್ಡಾಯ. ಹೊಸದಾಗಿ ನೋಂದಾಯಿಸಿಕೊಂಡವರಿಗೆ ಮತದಾನಕ್ಕೆ ಅವಕಾಶ ಸಿಗಲಿದೆ. bbox=[40, 922, 222, 1247]
article6-headline-line1: ಕುಷ್ಠ ರೋಗ ಪತ್ತೆ ಹಚ್ಚುವ bbox=[145, 1607, 484, 1655]
article1-col3: ಬಳಕೆಯಾದದ್ದನ್ನು ಇತಿಹಾಸದುದ್ದಕ್ಕೂ ಕಾಣುತ್ತೇವೆ. ಯುದ್ಧದ ಸಂದರ್ಭಗಳಲ್ಲಿ ಹೆಣ್ಣಾಗಿ ಬಳಕೆಯಾಗುತ್ತಿದ್ದ ಯೋಜಿತ ಪ್ರಚಾರ ಇಂದು ಸಾರ್ವತ್ರಿಕರಣಗೊಂಡಿದೆ ಎಂದರು. ಭವಿಷ್ಯದ ಮಾಧ್ಯಮಗಳನ್ನು ಮುನ್ನಡೆಸುವ ಮಾಧ್ಯಮಗಳು ವಿಭಿನ್ನ ಸವಾಲುಗಳನ್ನು ಎದುರಿಸುತ್ತಿವೆ. ಮುಂದೆ ನಡೆಯುವುದು ಯುದ್ಧವಲ್ಲ ಮಾಹಿತಿಯ ಯುದ್ಧ. ಉತ್ತರದಾಯಿತ್ವ ಮತ್ತು ವಿಶ್ವಾಸಾರ್ಹತೆಯುಳ್ಳ ನಾಗರಿಕ ಪತ್ರಿಕೋದ್ಯಮ ಇಂದಿನ ಅನಿವಾರ್ಯತೆ ಎಂದರು. ಕಾರ್ಯಕ್ರಮದಲ್ಲಿ ಹಿರಿಯ ಪತ್ರಕರ್ತ ಸುದರ್ಶನ್ ಚನ್ನಂಗಿಹಳ್ಳಿ, ಪತ್ರಿಕೋದ್ಯಮ ಇಂದು ಪ್ರಚಾರಕ್ಕೆ ಸೀಮಿತವಾಗಿದೆ. ಶಾಮಣ್ಣನವರು ಮೌಲ್ಯಾಧಾರಿತ ಪತ್ರಿಕೋದ್ಯಮಕ್ಕೆ ಮಾದರಿಯಾಗಿದ್ದರು. ಪತ್ರಕರ್ತರು ಕೊರತೆಯನ್ನು ಮರೆತು ಪ್ರಾಣದ ಹಂಗು ತೊರೆದು ಕರ್ತವ್ಯದಲ್ಲಿ ತೊಡಗಿದ್ದರು ಎಂದರು. bbox=[228, 407, 476, 576]
paper-city: ತುಮಕೂರು | Sanjevani, Tumkur bbox=[82, 8, 253, 22]
award-stage-photo bbox=[989, 113, 1522, 294]
